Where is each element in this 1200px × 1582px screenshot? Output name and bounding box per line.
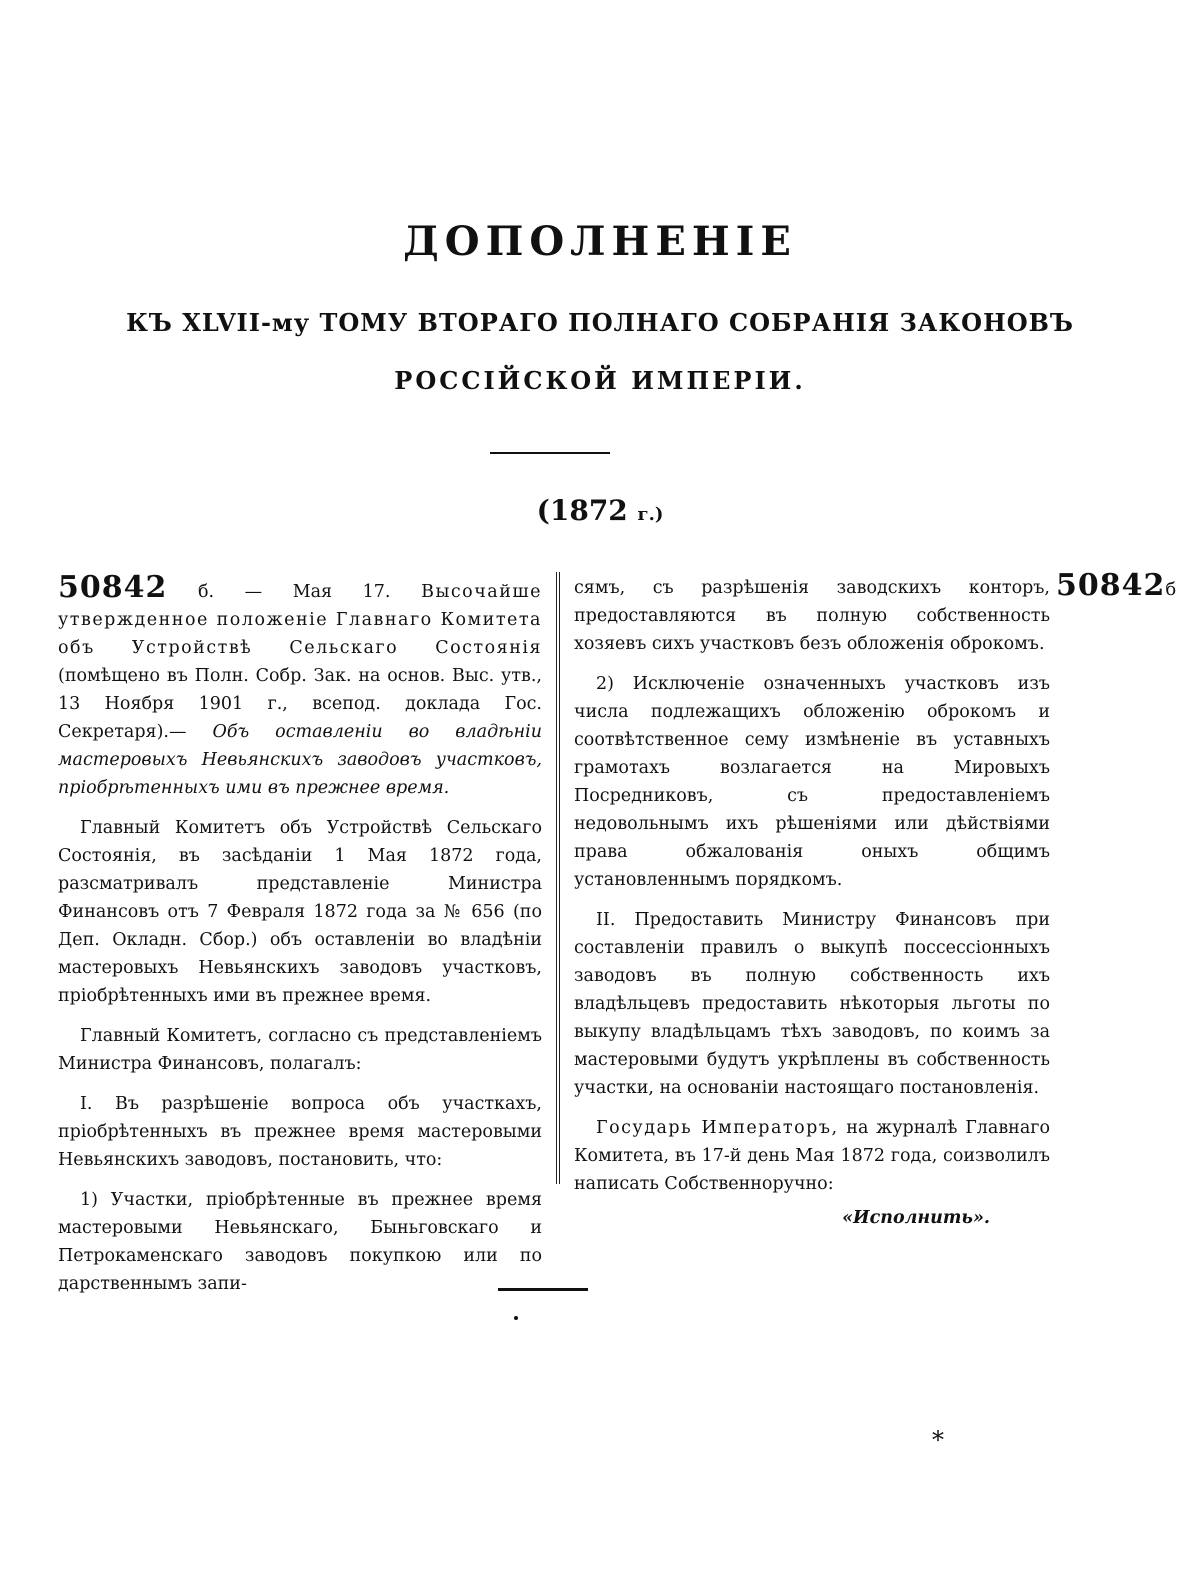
entry-number: 50842	[58, 570, 168, 605]
left-paragraph-2: Главный Комитетъ, согласно съ представленіемъ Министра Финансовъ, полагалъ:	[58, 1026, 542, 1074]
entry-subject: Объ оставленіи во владѣніи мастеровыхъ Невьянскихъ заводовъ участковъ, пріобрѣтенныхъ ими въ прежнее время.	[58, 722, 542, 798]
left-paragraph-1: Главный Комитетъ объ Устройствѣ Сельскаго Состоянія, въ засѣданіи 1 Мая 1872 года, разсматривалъ представленіе Министра Финансовъ отъ 7 Февраля 1872 года за № 656 (по Деп. Окладн. Сбор.) объ оставленіи во владѣніи мастеровыхъ Невьянскихъ заводовъ участковъ, пріобрѣтенныхъ ими въ прежнее время.	[58, 818, 542, 1006]
entry-decree-title: Высочайше утвержденное положеніе Главнаго Комитета объ Устройствѣ Сельскаго Состоянія	[58, 582, 542, 658]
left-paragraph-4: 1) Участки, пріобрѣтенные въ прежнее время мастеровыми Невьянскаго, Быньговскаго и Петрокаменскаго заводовъ покупкою или по дарственнымъ запи-	[58, 1190, 542, 1294]
margin-number-suffix: б	[1165, 579, 1178, 600]
entry-intro	[58, 570, 542, 802]
right-paragraph-3: II. Предоставить Министру Финансовъ при составленіи правилъ о выкупѣ поссессіонныхъ заводовъ въ полную собственность ихъ владѣльцевъ предоставить нѣкоторыя льготы по выкупу владѣльцамъ тѣхъ заводовъ, по коимъ за мастеровыми будутъ укрѣплены въ собственность участки, на основаніи настоящаго постановленія.	[574, 910, 1050, 1098]
margin-number-value: 50842	[1056, 568, 1166, 603]
column-divider-left	[556, 572, 557, 1184]
footer-asterisk: *	[932, 1426, 944, 1454]
column-divider-right	[559, 572, 560, 1184]
year-suffix: г.)	[637, 504, 664, 525]
bottom-divider-rule	[498, 1288, 588, 1291]
right-column	[574, 574, 1050, 1244]
year-heading	[0, 494, 1200, 527]
left-column	[58, 570, 542, 1310]
subtitle-line-2: РОССІЙСКОЙ ИМПЕРІИ.	[394, 366, 806, 395]
entry-number-suffix: б.	[197, 582, 215, 602]
left-paragraph-3: I. Въ разрѣшеніе вопроса объ участкахъ, пріобрѣтенныхъ въ прежнее время мастеровыми Невьянскихъ заводовъ, постановить, что:	[58, 1094, 542, 1170]
right-paragraph-2: 2) Исключеніе означенныхъ участковъ изъ числа подлежащихъ обложенію оброкомъ и соотвѣтственное сему измѣненіе въ уставныхъ грамотахъ возлагается на Мировыхъ Посредниковъ, съ предоставленіемъ недовольнымъ ихъ рѣшеніями или дѣйствіями права обжалованія оныхъ общимъ установленнымъ порядкомъ.	[574, 674, 1050, 890]
entry-source-note: (помѣщено въ Полн. Собр. Зак. на основ. Выс. утв., 13 Ноября 1901 г., всепод. доклада Гос. Секретаря).—	[58, 666, 542, 742]
ink-dot	[514, 1316, 518, 1320]
year-value: (1872	[536, 494, 628, 527]
right-paragraph-1: сямъ, съ разрѣшенія заводскихъ конторъ, предоставляются въ полную собственность хозяевъ сихъ участковъ безъ обложенія оброкомъ.	[574, 578, 1050, 654]
top-divider-rule	[490, 452, 610, 454]
entry-date: — Мая 17.	[244, 582, 391, 602]
page-title: ДОПОЛНЕНІЕ	[403, 218, 797, 265]
subtitle-line-1: КЪ XLVII-му ТОМУ ВТОРАГО ПОЛНАГО СОБРАНІЯ ЗАКОНОВЪ	[126, 308, 1074, 337]
margin-entry-number	[1056, 568, 1177, 603]
closing-text: на журналѣ Главнаго Комитета, въ 17-й день Мая 1872 года, соизволилъ написать Собственноручно:	[574, 1118, 1050, 1194]
emperor-title: Государь Императоръ,	[596, 1118, 839, 1138]
closing-paragraph	[574, 1114, 1050, 1198]
imperial-resolution: «Исполнить».	[842, 1208, 990, 1228]
